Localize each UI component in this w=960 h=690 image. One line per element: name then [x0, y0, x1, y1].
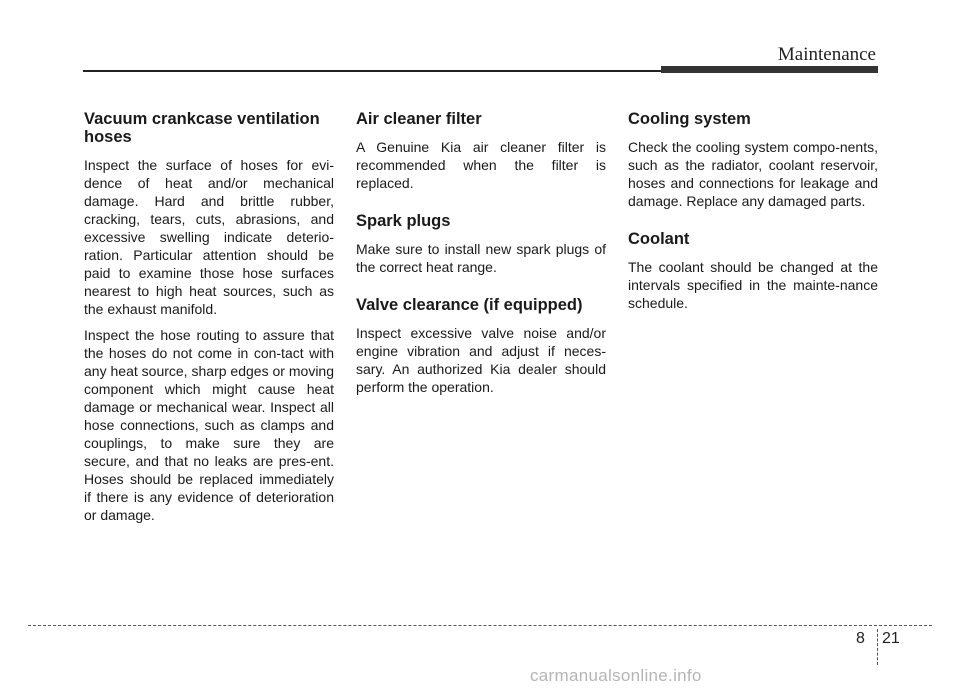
paragraph-air-cleaner: A Genuine Kia air cleaner filter is recommended when the filter is replaced.: [356, 139, 606, 191]
section-title: Maintenance: [777, 44, 876, 65]
heading-air-cleaner: Air cleaner filter: [356, 110, 482, 128]
paragraph-hose-surface: Inspect the surface of hoses for evi-dence of heat and/or mechanical damage. Hard and brittle rubber, cracking, tears, cuts, abrasions, and excessive swelling indicate deterio-ration. Particular attention should be paid to examine those hose surfaces nearest to high heat sources, such as the exhaust manifold.: [84, 157, 334, 317]
column-2: [356, 110, 606, 404]
heading-vacuum-hoses: Vacuum crankcase ventilation hoses: [84, 110, 320, 146]
heading-spark-plugs: Spark plugs: [356, 212, 451, 230]
paragraph-spark-plugs: Make sure to install new spark plugs of the correct heat range.: [356, 241, 606, 275]
header-rule-thin: [83, 70, 661, 72]
page-number: 21: [882, 630, 900, 647]
chapter-number: 8: [856, 630, 865, 647]
footer-dashed-rule: [28, 625, 932, 626]
paragraph-valve-clearance: Inspect excessive valve noise and/or engine vibration and adjust if neces-sary. An authorized Kia dealer should perform the operation.: [356, 325, 606, 395]
column-1: [84, 110, 334, 532]
paragraph-cooling-system: Check the cooling system compo-nents, such as the radiator, coolant reservoir, hoses and connections for leakage and damage. Replace any damaged parts.: [628, 139, 878, 209]
heading-cooling-system: Cooling system: [628, 110, 751, 128]
footer-dashed-divider: [877, 629, 878, 665]
paragraph-hose-routing: Inspect the hose routing to assure that the hoses do not come in con-tact with any heat source, sharp edges or moving component which might cause heat damage or mechanical wear. Inspect all hose connections, such as clamps and couplings, to make sure they are secure, and that no leaks are pres-ent. Hoses should be replaced immediately if there is any evidence of deterioration or damage.: [84, 327, 334, 523]
heading-valve-clearance: Valve clearance (if equipped): [356, 296, 583, 314]
column-3: [628, 110, 878, 320]
header-rule-thick: [661, 66, 878, 73]
heading-coolant: Coolant: [628, 230, 690, 248]
paragraph-coolant: The coolant should be changed at the intervals specified in the mainte-nance schedule.: [628, 259, 878, 311]
watermark-text: carmanualsonline.info: [530, 666, 702, 685]
